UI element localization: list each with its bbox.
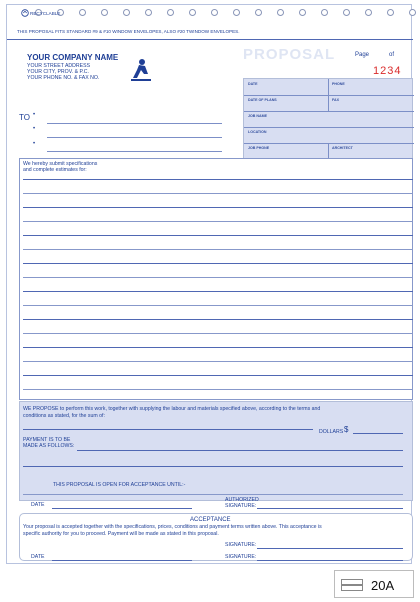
of-label: of (389, 52, 395, 58)
date-of-plans-label: DATE OF PLANS (248, 98, 277, 102)
payment-label-2: MADE AS FOLLOWS: (23, 443, 75, 449)
proposal-date-line[interactable] (52, 508, 192, 509)
binding-hole (255, 9, 262, 16)
spec-ruled-line[interactable] (23, 179, 413, 180)
info-divider-top (328, 79, 329, 111)
location-input-line[interactable] (244, 143, 414, 144)
spec-ruled-line[interactable] (23, 347, 413, 348)
binding-hole (343, 9, 350, 16)
phone-field-label: PHONE (332, 82, 345, 86)
payment-line-2[interactable] (23, 466, 403, 467)
spec-ruled-line[interactable] (23, 333, 413, 334)
binding-hole (387, 9, 394, 16)
acceptance-signature-label-2: SIGNATURE: (225, 554, 257, 560)
spec-ruled-line[interactable] (23, 235, 413, 236)
acceptance-title: ACCEPTANCE (190, 517, 231, 523)
proposal-title: PROPOSAL (243, 46, 336, 63)
acceptance-signature-label-1: SIGNATURE: (225, 542, 257, 548)
authorized-label-2: SIGNATURE: (225, 503, 257, 509)
binding-hole (167, 9, 174, 16)
specifications-area (19, 158, 413, 400)
address-line-3: YOUR PHONE NO. & FAX NO. (27, 75, 100, 81)
binding-hole (321, 9, 328, 16)
binding-hole (299, 9, 306, 16)
binding-hole (365, 9, 372, 16)
dollar-sign: $ (344, 425, 349, 434)
binding-hole (101, 9, 108, 16)
spec-ruled-line[interactable] (23, 291, 413, 292)
binding-holes (7, 5, 413, 21)
spec-ruled-line[interactable] (23, 361, 413, 362)
location-label: LOCATION (248, 130, 267, 134)
acceptance-text-2: specific authority for you to proceed. Payment will be made as stated in this proposal. (23, 531, 219, 537)
spec-ruled-line[interactable] (23, 305, 413, 306)
binding-hole (79, 9, 86, 16)
spec-intro-line-1: We hereby submit specifications (23, 161, 98, 167)
proposal-date-label: DATE (31, 502, 45, 508)
fax-field-label: FAX (332, 98, 339, 102)
binding-hole (123, 9, 130, 16)
acceptance-open-label: THIS PROPOSAL IS OPEN FOR ACCEPTANCE UNTIL:- (53, 482, 186, 488)
acceptance-signature-line-2[interactable] (257, 560, 403, 561)
proposal-number: 1234 (373, 65, 402, 77)
job-name-input-line[interactable] (244, 127, 414, 128)
spec-ruled-line[interactable] (23, 249, 413, 250)
envelope-note: THIS PROPOSAL FITS STANDARD #9 & #10 WINDOW ENVELOPES, ALSO #20 TWINDOW ENVELOPES. (17, 29, 240, 34)
to-bullet-2: • (33, 126, 36, 132)
to-line-3[interactable] (47, 151, 222, 152)
authorized-label-1: AUTHORIZED (225, 497, 259, 503)
acceptance-date-label: DATE (31, 554, 45, 560)
spec-ruled-line[interactable] (23, 277, 413, 278)
company-name: YOUR COMPANY NAME (27, 53, 119, 62)
sum-line[interactable] (23, 429, 313, 430)
dollar-amount-line[interactable] (353, 433, 403, 434)
architect-label: ARCHITECT (332, 146, 353, 150)
proposal-form-sheet (6, 4, 412, 564)
address-line-1: YOUR STREET ADDRESS (27, 63, 91, 69)
address-line-2: YOUR CITY, PROV. & P.C. (27, 69, 89, 75)
job-name-label: JOB NAME (248, 114, 267, 118)
binding-hole (211, 9, 218, 16)
binding-hole (145, 9, 152, 16)
spec-ruled-line[interactable] (23, 207, 413, 208)
recycle-icon (21, 9, 29, 18)
to-line-2[interactable] (47, 137, 222, 138)
info-fields-panel (243, 78, 413, 162)
payment-label-1: PAYMENT IS TO BE (23, 437, 71, 443)
spec-ruled-line[interactable] (23, 263, 413, 264)
to-bullet-3: • (33, 141, 36, 147)
spec-ruled-line[interactable] (23, 221, 413, 222)
page-label: Page (355, 52, 370, 58)
recyclable-label: RECYCLABLE (30, 11, 61, 16)
header-rule (7, 39, 413, 40)
to-label: TO (19, 113, 30, 122)
binding-hole (409, 9, 416, 16)
spec-ruled-line[interactable] (23, 389, 413, 390)
form-stack-icon-lower (341, 585, 363, 591)
spec-ruled-line[interactable] (23, 193, 413, 194)
acceptance-date-line[interactable] (52, 560, 192, 561)
payment-line-1[interactable] (77, 450, 403, 451)
proposal-text-line-1: WE PROPOSE to perform this work, together with supplying the labour and materials specified above, according to the terms and (23, 406, 321, 412)
date-input-line[interactable] (244, 95, 414, 96)
spec-ruled-line[interactable] (23, 319, 413, 320)
authorized-signature-line[interactable] (257, 508, 403, 509)
acceptance-signature-line-1[interactable] (257, 548, 403, 549)
acceptance-text-1: Your proposal is accepted together with the specifications, prices, conditions and payment terms written above. This acceptance is (23, 524, 322, 530)
job-phone-label: JOB PHONE (248, 146, 270, 150)
to-bullet-1: • (33, 112, 36, 118)
to-line-1[interactable] (47, 123, 222, 124)
binding-hole (277, 9, 284, 16)
spec-intro-line-2: and complete estimates for: (23, 167, 87, 173)
binding-hole (233, 9, 240, 16)
proposal-text-line-2: conditions as stated, for the sum of: (23, 413, 105, 419)
date-field-label: DATE (248, 82, 258, 86)
binding-hole (189, 9, 196, 16)
dollars-label: DOLLARS (319, 429, 344, 435)
product-code-box (334, 570, 414, 598)
worker-logo-icon (129, 58, 153, 87)
plans-input-line[interactable] (244, 111, 414, 112)
product-code: 20A (371, 578, 395, 593)
spec-ruled-line[interactable] (23, 375, 413, 376)
acceptance-divider (23, 494, 403, 495)
